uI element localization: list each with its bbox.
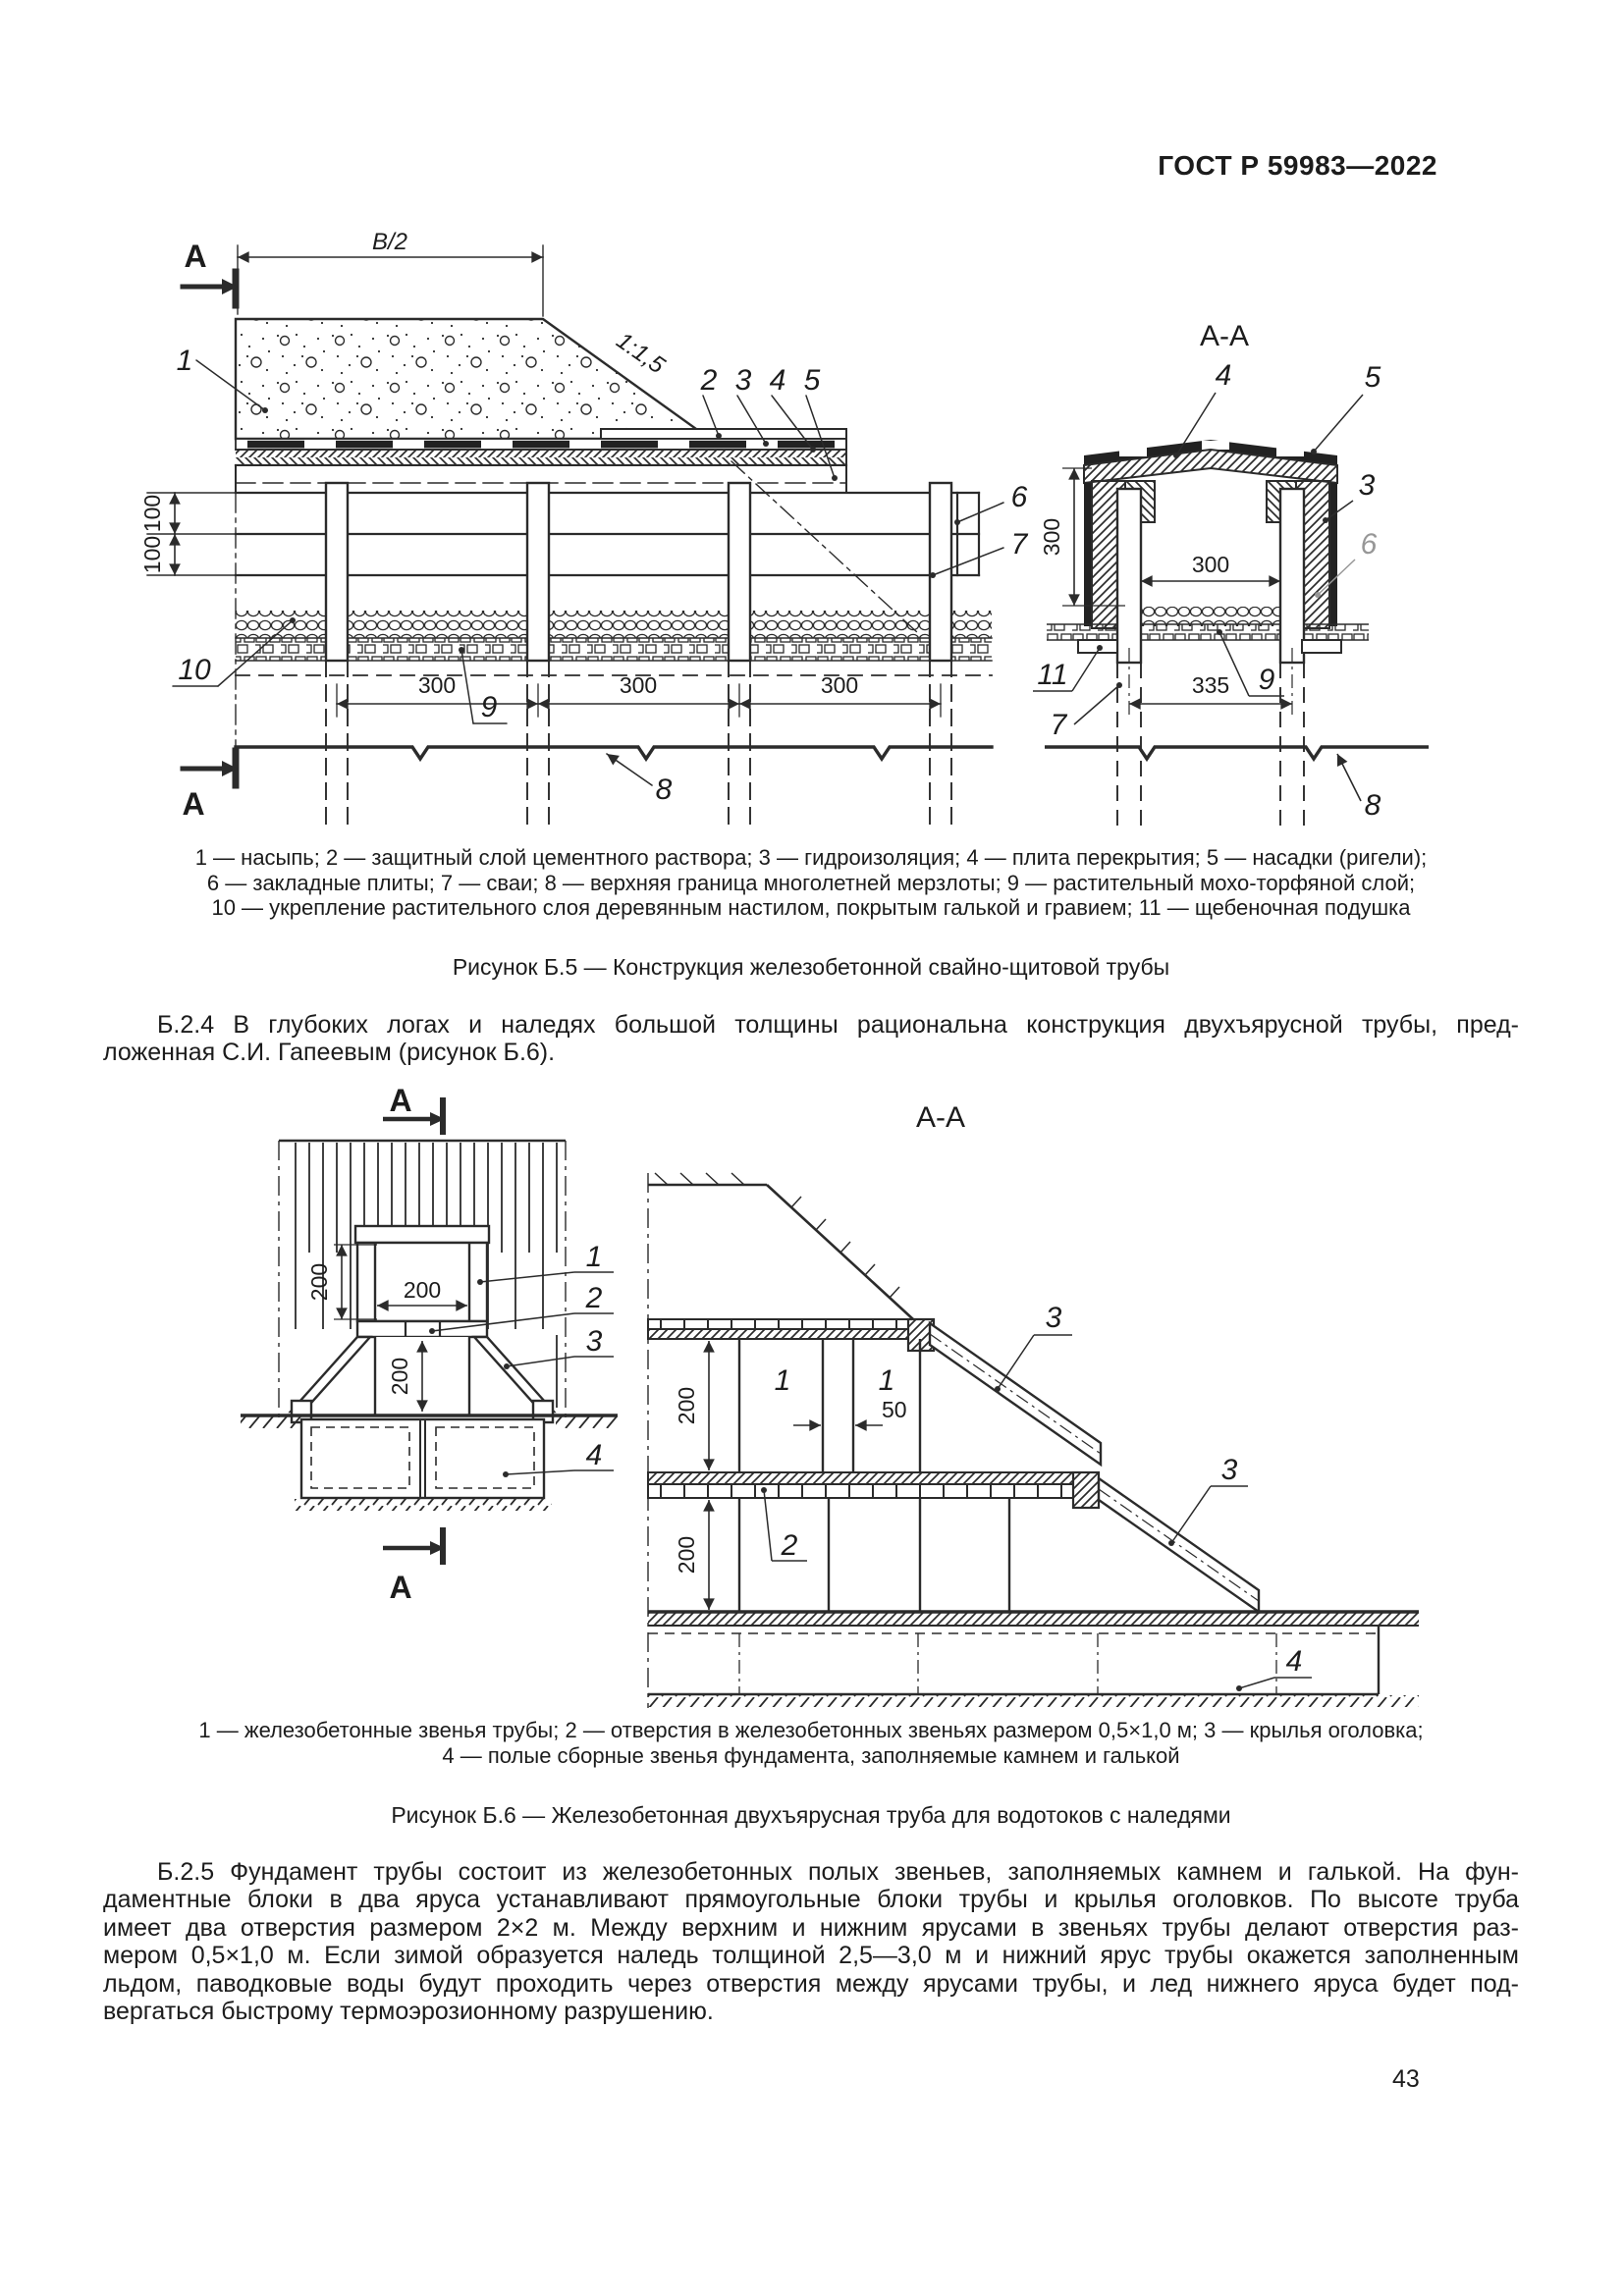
b5-callout-2: 2 <box>700 364 718 397</box>
b5-dim-100-group <box>139 493 241 575</box>
b6-legend <box>103 1718 1519 1768</box>
b5-callout-r4: 4 <box>1215 359 1232 392</box>
b6-section-letter-bottom: А <box>389 1570 412 1605</box>
b5-callout-5: 5 <box>803 364 821 397</box>
b5-dim-300-group <box>337 672 941 717</box>
b6-front-foundation <box>241 1415 618 1511</box>
b5-dim-300-1: 300 <box>417 672 457 698</box>
paragraph-b25 <box>103 1858 1519 2025</box>
b25-line5: льдом, паводковые воды будут проходить через отверстия между ярусами трубы, и лед нижнего яруса будет под- <box>103 1969 1519 1998</box>
b5-slope-label: 1:1,5 <box>611 327 670 380</box>
page-title: ГОСТ Р 59983—2022 <box>1158 150 1437 181</box>
b5-section-view <box>1033 320 1429 829</box>
b5-legend <box>103 845 1519 921</box>
b6-legend-line1: 1 — железобетонные звенья трубы; 2 — отверстия в железобетонных звеньях размером 0,5×1,0 м; 3 — крылья оголовка; <box>198 1718 1424 1742</box>
b6-dim-200-upper: 200 <box>674 1386 699 1425</box>
b5-callout-8: 8 <box>655 774 673 806</box>
b5-legend-line1: 1 — насыпь; 2 — защитный слой цементного раствора; 3 — гидроизоляция; 4 — плита перекрытия; 5 — насадки (ригели); <box>194 845 1428 870</box>
b5-callout-r3: 3 <box>1358 469 1376 502</box>
b6-dim-200-shaft: 200 <box>387 1357 412 1396</box>
b25-line2: даментные блоки в два яруса устанавливают прямоугольные блоки трубы и крылья оголовков. По высоте труба <box>103 1886 1519 1914</box>
b6-top-slab <box>648 1319 934 1351</box>
b5-callout-r9: 9 <box>1258 664 1275 696</box>
b25-line1: Б.2.5 Фундамент трубы состоит из железобетонных полых звеньев, заполняемых камнем и галькой. На фун- <box>157 1858 1519 1886</box>
b5-section-letter-bottom: А <box>182 786 205 822</box>
b5-callout-1: 1 <box>176 345 193 377</box>
b6-dim-50: 50 <box>882 1397 907 1422</box>
b6-section-title: А-А <box>915 1101 966 1134</box>
b6-callout-4: 4 <box>585 1439 603 1471</box>
b5-legend-line3: 10 — укрепление растительного слоя деревянным настилом, покрытым галькой и гравием; 11 — щебеночная подушка <box>211 895 1411 920</box>
b6-callout-3: 3 <box>585 1325 603 1358</box>
b6-callout-r4: 4 <box>1285 1645 1303 1678</box>
b6-callout-1: 1 <box>585 1241 603 1273</box>
b5-callout-10: 10 <box>178 654 211 686</box>
page-number: 43 <box>1392 2065 1420 2093</box>
figure-b6-drawing <box>226 1075 1434 1713</box>
b5-dim-100-1: 100 <box>139 494 165 533</box>
b6-section-letter-top: А <box>389 1083 412 1118</box>
b6-dim-200-opening-h: 200 <box>403 1277 442 1303</box>
b6-embankment-crest <box>648 1173 913 1319</box>
b5-section-letter-top: А <box>184 239 207 274</box>
b6-section-foundation <box>648 1626 1419 1707</box>
b25-line4: мером 0,5×1,0 м. Если зимой образуется наледь толщиной 2,5—3,0 м и нижний ярус трубы окажется заполненным <box>103 1942 1519 1970</box>
b6-front-view <box>241 1083 618 1605</box>
b6-upper-wing <box>930 1323 1101 1465</box>
b5-permafrost-line-right <box>1045 747 1429 759</box>
b5-caption: Рисунок Б.5 — Конструкция железобетонной свайно-щитовой трубы <box>452 954 1170 980</box>
b6-section-ground <box>648 1612 1419 1626</box>
b6-lower-wing <box>1099 1478 1259 1612</box>
b5-dim-300-3: 300 <box>820 672 859 698</box>
b25-line3: имеет два отверстия размером 2×2 м. Между верхним и нижним ярусами в звеньях трубы делают отверстия раз- <box>103 1913 1519 1942</box>
b6-caption: Рисунок Б.6 — Железобетонная двухъярусная труба для водотоков с наледями <box>391 1802 1231 1828</box>
b25-line6: вергаться быстрому термоэрозионному разрушению. <box>103 1998 714 2026</box>
b5-dim-300-2: 300 <box>619 672 658 698</box>
b5-dim-v300: 300 <box>1039 517 1064 557</box>
b6-callout-r2: 2 <box>781 1529 798 1562</box>
b5-dim-100-2: 100 <box>139 535 165 574</box>
b5-section-title: А-А <box>1199 320 1250 352</box>
b6-callout-r3a: 3 <box>1045 1302 1062 1334</box>
b5-legend-line2: 6 — закладные плиты; 7 — сваи; 8 — верхняя граница многолетней мерзлоты; 9 — растительный мохо-торфяной слой; <box>206 870 1416 895</box>
b5-callout-6: 6 <box>1010 481 1028 513</box>
b5-callout-9: 9 <box>480 691 498 723</box>
b6-callout-r3b: 3 <box>1220 1454 1238 1486</box>
b6-callout-2: 2 <box>585 1282 603 1314</box>
b5-longitudinal-view <box>139 229 1029 829</box>
figure-b5-drawing <box>98 226 1483 844</box>
b5-dim-335: 335 <box>1191 672 1230 698</box>
b5-callout-r5: 5 <box>1364 361 1381 394</box>
b5-permafrost-line <box>236 747 992 759</box>
paragraph-b24 <box>103 1011 1519 1067</box>
b5-section-marker-top <box>183 239 238 305</box>
b5-section-marker-bottom <box>182 751 238 822</box>
b6-section-marker-bottom <box>383 1527 445 1605</box>
b5-callout-r7: 7 <box>1050 709 1067 741</box>
b5-dim-b2: B/2 <box>371 229 408 255</box>
b5-callout-r8: 8 <box>1364 789 1381 822</box>
b6-dim-200-opening-v: 200 <box>306 1262 332 1302</box>
b5-callout-r6: 6 <box>1360 528 1378 561</box>
b6-dim-200-lower: 200 <box>674 1535 699 1575</box>
b6-legend-line2: 4 — полые сборные звенья фундамента, заполняемые камнем и галькой <box>442 1742 1180 1768</box>
b5-dim-h300: 300 <box>1191 552 1230 577</box>
b5-callout-r11: 11 <box>1037 659 1068 691</box>
b5-callout-7: 7 <box>1010 528 1028 561</box>
b6-section-view <box>648 1101 1419 1708</box>
b5-callout-4: 4 <box>769 364 786 397</box>
b6-section-marker-top <box>383 1083 445 1135</box>
b24-line1: Б.2.4 В глубоких логах и наледях большой толщины рациональна конструкция двухъярусной трубы, пред- <box>157 1011 1519 1039</box>
b5-moss-layer <box>236 611 992 675</box>
b5-callout-3: 3 <box>734 364 752 397</box>
b6-callout-r1b: 1 <box>878 1364 895 1397</box>
b6-mid-slab <box>648 1472 1099 1508</box>
b24-line2: ложенная С.И. Гапеевым (рисунок Б.6). <box>103 1039 556 1067</box>
b6-callout-r1a: 1 <box>774 1364 791 1397</box>
